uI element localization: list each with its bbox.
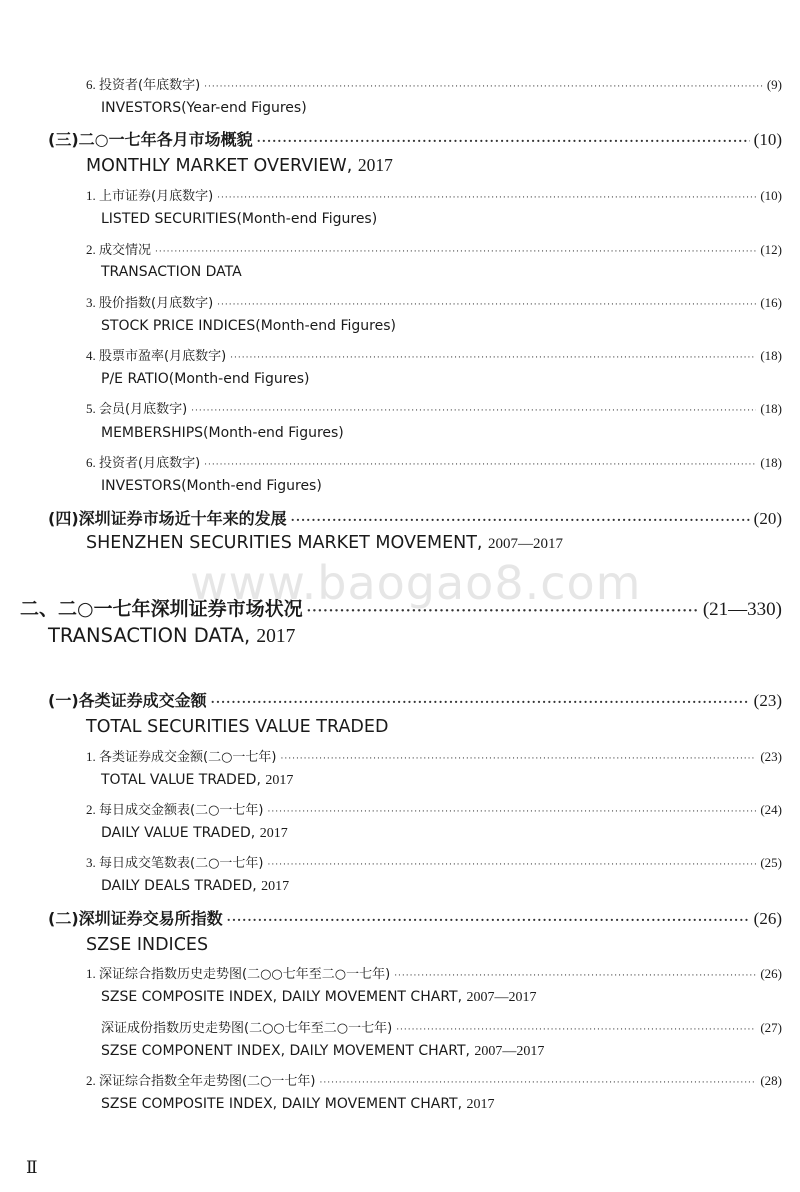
leader-dots (217, 193, 756, 203)
section-title-en: SZSE INDICES (86, 935, 209, 955)
entry-title-en: TOTAL VALUE TRADED, 2017 (101, 772, 294, 788)
entry-title-en: SZSE COMPONENT INDEX, DAILY MOVEMENT CHART, 2007—2017 (101, 1043, 545, 1059)
toc-section (48, 127, 782, 150)
entry-page: (16) (760, 295, 782, 310)
leader-dots (396, 1025, 756, 1035)
entry-title-en: SZSE COMPOSITE INDEX, DAILY MOVEMENT CHART, 2017 (101, 1096, 495, 1112)
entry-number: 1. (86, 966, 99, 981)
section-title-zh: (三)二○一七年各月市场概貌 (48, 130, 253, 149)
leader-dots (230, 353, 756, 363)
entry-title-zh: 会员(月底数字) (99, 402, 188, 417)
entry-page: (24) (760, 802, 782, 817)
chapter-title-en: TRANSACTION DATA, 2017 (48, 624, 296, 647)
entry-number: 6. (86, 77, 99, 92)
entry-title-zh: 深证成份指数历史走势图(二○○七年至二○一七年) (101, 1021, 393, 1036)
leader-dots (268, 860, 757, 870)
toc-entry (86, 1070, 782, 1089)
entry-number: 2. (86, 242, 99, 257)
entry-title-zh: 成交情况 (99, 243, 152, 258)
entry-title-zh: 投资者(年底数字) (99, 78, 201, 93)
toc-entry (86, 345, 782, 364)
entry-number: 2. (86, 1073, 99, 1088)
leader-dots (257, 134, 750, 148)
leader-dots (204, 82, 763, 92)
leader-dots (307, 604, 699, 619)
entry-title-zh: 上市证券(月底数字) (99, 189, 214, 204)
section-title-en: SHENZHEN SECURITIES MARKET MOVEMENT, 2007—2017 (86, 533, 564, 553)
entry-number: 4. (86, 348, 99, 363)
leader-dots (217, 300, 756, 310)
entry-number: 1. (86, 749, 99, 764)
entry-title-zh: 每日成交金额表(二○一七年) (99, 803, 264, 818)
toc-entry (86, 852, 782, 871)
toc-section (48, 688, 782, 711)
leader-dots (394, 971, 756, 981)
entry-title-en: DAILY VALUE TRADED, 2017 (101, 825, 288, 841)
entry-number: 1. (86, 188, 99, 203)
entry-page: (18) (760, 455, 782, 470)
toc-entry (86, 398, 782, 417)
entry-page: (25) (760, 855, 782, 870)
entry-page: (9) (766, 77, 782, 92)
entry-title-zh: 深证综合指数全年走势图(二○一七年) (99, 1074, 316, 1089)
entry-number: 6. (86, 455, 99, 470)
chapter-page: (21—330) (702, 599, 782, 620)
entry-title-en: STOCK PRICE INDICES(Month-end Figures) (101, 318, 396, 334)
chapter-title-zh: 二、二○一七年深圳证券市场状况 (20, 598, 303, 620)
section-title-zh: (一)各类证券成交金额 (48, 691, 207, 710)
section-page: (20) (753, 509, 782, 528)
watermark: www.baogao8.com (190, 556, 642, 610)
toc-entry (86, 239, 782, 258)
toc-entry (86, 292, 782, 311)
entry-page: (10) (760, 188, 782, 203)
section-title-zh: (四)深圳证券市场近十年来的发展 (48, 509, 287, 528)
toc-entry (86, 963, 782, 982)
section-page: (23) (753, 691, 782, 710)
entry-page: (18) (760, 401, 782, 416)
toc-entry (86, 74, 782, 93)
toc-section (48, 906, 782, 929)
leader-dots (191, 406, 756, 416)
toc-entry (86, 799, 782, 818)
section-page: (26) (753, 909, 782, 928)
entry-title-en: INVESTORS(Year-end Figures) (101, 100, 307, 116)
leader-dots (211, 695, 750, 709)
toc-entry (86, 185, 782, 204)
entry-number: 5. (86, 401, 99, 416)
leader-dots (204, 460, 756, 470)
entry-title-zh: 投资者(月底数字) (99, 456, 201, 471)
entry-title-zh: 各类证券成交金额(二○一七年) (99, 750, 277, 765)
entry-title-zh: 深证综合指数历史走势图(二○○七年至二○一七年) (99, 967, 391, 982)
entry-title-en: SZSE COMPOSITE INDEX, DAILY MOVEMENT CHART, 2007—2017 (101, 989, 537, 1005)
entry-page: (28) (760, 1073, 782, 1088)
entry-title-en: P/E RATIO(Month-end Figures) (101, 371, 310, 387)
toc-section (48, 506, 782, 529)
entry-page: (26) (760, 966, 782, 981)
entry-number: 2. (86, 802, 99, 817)
section-title-en: TOTAL SECURITIES VALUE TRADED (86, 717, 389, 737)
toc-entry (86, 746, 782, 765)
entry-number: 3. (86, 855, 99, 870)
entry-title-en: MEMBERSHIPS(Month-end Figures) (101, 425, 344, 441)
entry-title-en: INVESTORS(Month-end Figures) (101, 478, 322, 494)
section-title-en: MONTHLY MARKET OVERVIEW, 2017 (86, 155, 393, 176)
section-page: (10) (753, 130, 782, 149)
leader-dots (291, 513, 750, 527)
entry-number: 3. (86, 295, 99, 310)
entry-page: (18) (760, 348, 782, 363)
leader-dots (227, 913, 750, 927)
leader-dots (268, 807, 757, 817)
entry-title-en: DAILY DEALS TRADED, 2017 (101, 878, 290, 894)
entry-title-zh: 股价指数(月底数字) (99, 296, 214, 311)
toc-chapter (20, 594, 782, 621)
toc-entry (86, 452, 782, 471)
leader-dots (281, 754, 757, 764)
toc-entry (101, 1017, 782, 1036)
section-title-zh: (二)深圳证券交易所指数 (48, 909, 223, 928)
entry-title-en: LISTED SECURITIES(Month-end Figures) (101, 211, 378, 227)
leader-dots (320, 1078, 757, 1088)
entry-title-en: TRANSACTION DATA (101, 264, 242, 280)
leader-dots (155, 247, 756, 257)
entry-title-zh: 股票市盈率(月底数字) (99, 349, 227, 364)
entry-page: (27) (760, 1020, 782, 1035)
entry-title-zh: 每日成交笔数表(二○一七年) (99, 856, 264, 871)
entry-page: (12) (760, 242, 782, 257)
page-number: Ⅱ (26, 1158, 38, 1177)
entry-page: (23) (760, 749, 782, 764)
